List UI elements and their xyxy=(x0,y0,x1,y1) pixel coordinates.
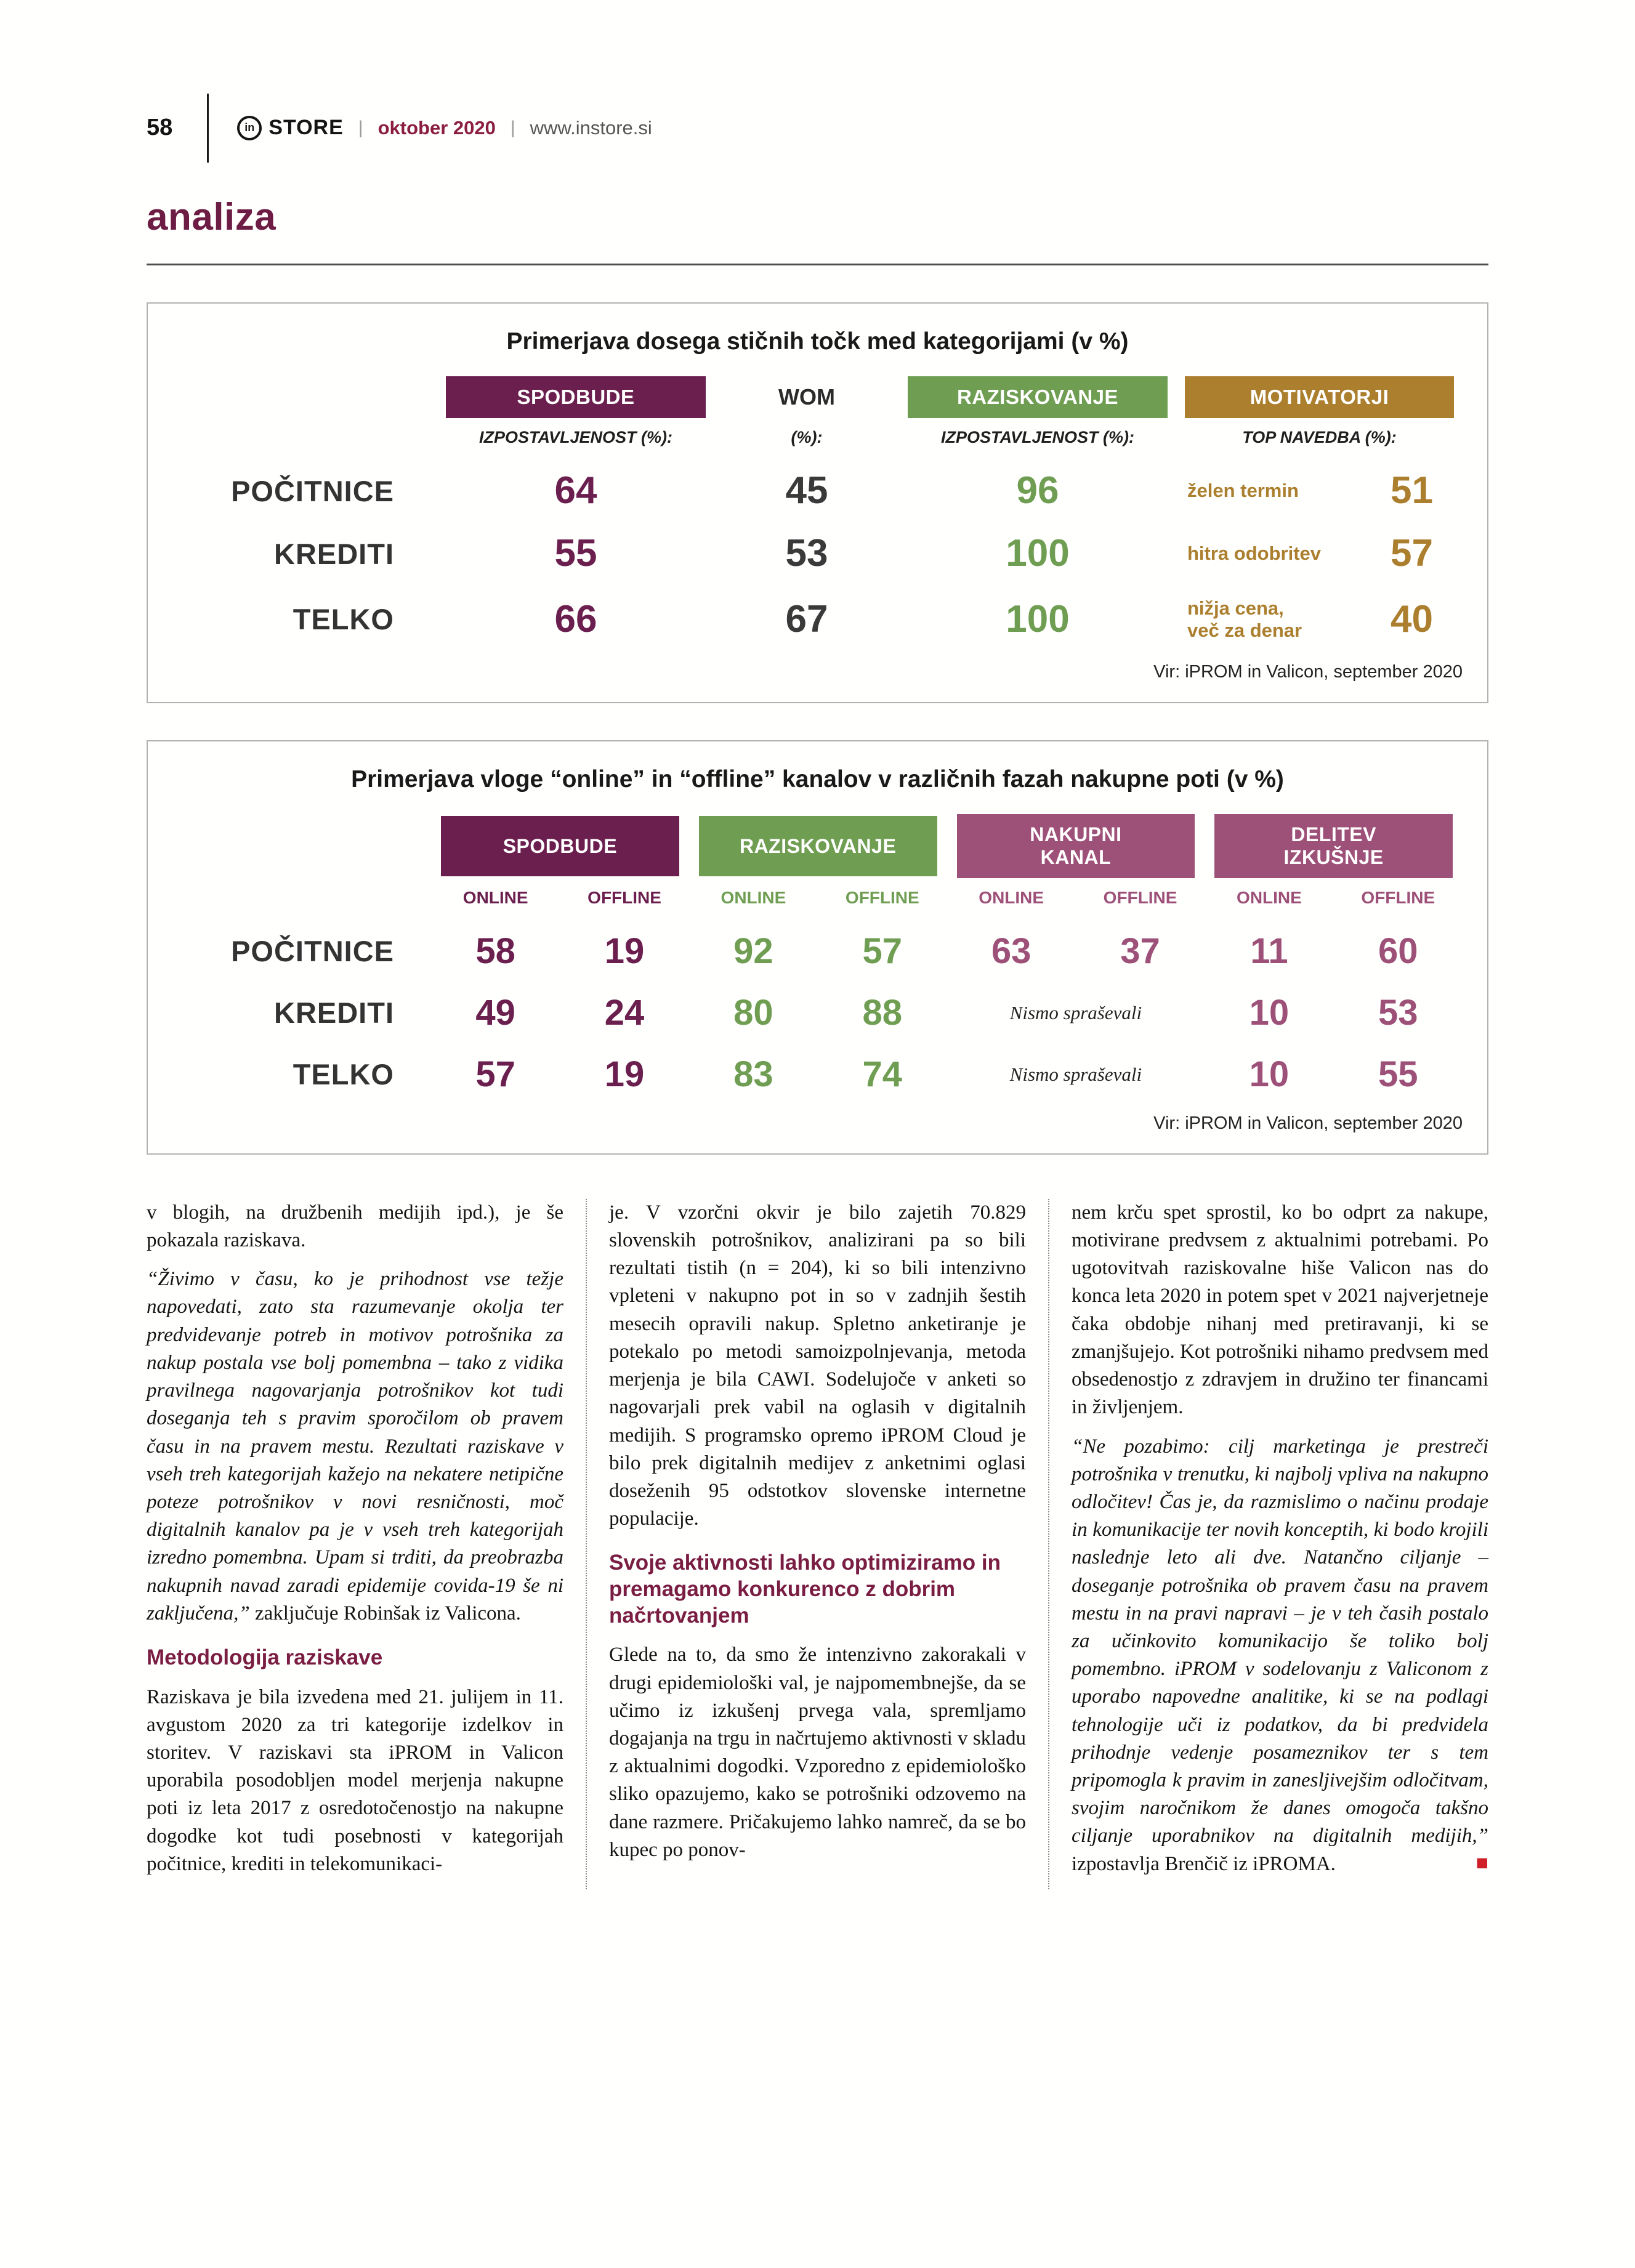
separator: | xyxy=(510,117,515,138)
article-quote xyxy=(147,1265,563,1628)
online-label: ONLINE xyxy=(979,887,1044,907)
value-spodbude-online: 58 xyxy=(475,930,515,971)
paragraph: v blogih, na družbenih medijih ipd.), je še pokazala raziskava. xyxy=(147,1201,563,1252)
chart1-source: Vir: iPROM in Valicon, september 2020 xyxy=(1153,662,1463,682)
instore-logo-icon xyxy=(237,116,262,140)
article-column-3 xyxy=(1048,1199,1488,1889)
motivator-label: hitra odobritev xyxy=(1187,543,1322,565)
article-column-1 xyxy=(147,1199,586,1889)
header-divider xyxy=(207,94,209,163)
value-spodbude-online: 57 xyxy=(475,1054,515,1094)
value-raziskovanje: 100 xyxy=(1006,532,1070,575)
offline-label: OFFLINE xyxy=(1103,887,1177,907)
category-label: POČITNICE xyxy=(231,474,394,507)
chart2-header-row xyxy=(172,814,1463,878)
chart2-subheader-row xyxy=(172,888,1463,908)
value-motivator: 40 xyxy=(1391,597,1433,640)
header-raziskovanje: RAZISKOVANJE xyxy=(699,816,937,876)
quote-attribution: zaključuje Robinšak iz Valicona. xyxy=(249,1602,521,1624)
article-subheading: Svoje aktivnosti lahko optimiziramo in premagamo konkurenco z dobrim načrtovanjem xyxy=(609,1551,1001,1628)
value-spodbude: 55 xyxy=(554,532,597,575)
chart1-box xyxy=(147,302,1488,703)
issue-date: oktober 2020 xyxy=(377,116,496,139)
offline-label: OFFLINE xyxy=(845,887,919,907)
category-label: KREDITI xyxy=(274,996,394,1030)
value-delitev-online: 11 xyxy=(1250,930,1288,971)
chart1-row-telko xyxy=(172,597,1463,641)
value-spodbude: 66 xyxy=(554,597,597,640)
brand-name: STORE xyxy=(268,116,344,139)
value-spodbude-offline: 24 xyxy=(604,992,645,1033)
value-delitev-offline: 60 xyxy=(1378,930,1418,971)
instore-logo xyxy=(237,116,344,140)
chart1-row-krediti xyxy=(172,532,1463,575)
value-nakupni-kanal-online: 63 xyxy=(991,930,1031,971)
value-delitev-offline: 55 xyxy=(1378,1054,1418,1094)
header-motivatorji: MOTIVATORJI xyxy=(1185,376,1454,418)
header-spodbude: SPODBUDE xyxy=(441,816,679,876)
value-raziskovanje-offline: 57 xyxy=(862,930,903,971)
value-raziskovanje-offline: 74 xyxy=(862,1054,903,1094)
chart1-title: Primerjava dosega stičnih točk med kategorijami (v %) xyxy=(506,328,1129,355)
category-label: TELKO xyxy=(293,1058,394,1091)
value-spodbude-online: 49 xyxy=(475,992,515,1033)
value-wom: 53 xyxy=(785,532,828,575)
header-spodbude: SPODBUDE xyxy=(446,376,706,418)
chart2-source: Vir: iPROM in Valicon, september 2020 xyxy=(1153,1113,1463,1133)
chart1-subheader-row xyxy=(172,428,1463,447)
paragraph: je. V vzorčni okvir je bilo zajetih 70.829 slovenskih potrošnikov, analizirani pa so bili rezultati tistih (n = 204), ki so bili intenzivno vpleteni v nakupno pot in so v zadnjih šestih mesecih opravili nakup. Spletno anketiranje je potekalo po metodi samoizpolnjevanja, metoda merjenja je bila CAWI. Sodelujoče v anketi so nagovarjali prek vabil na oglasih v digitalnih medijih. S programsko opremo iPROM Cloud je bilo prek digitalnih medijev z anketnimi oglasi doseženih 95 odstotkov slovenske internetne populacije. xyxy=(609,1201,1026,1530)
paragraph: Raziskava je bila izvedena med 21. julijem in 11. avgustom 2020 za tri kategorije izdelkov in storitev. V raziskavi sta iPROM in Valicon uporabila posodobljen model merjenja nakupne poti iz leta 2017 z osredotočenostjo na nakupne dogodke kot tudi posebnosti v kategorijah počitnice, krediti in telekomunikaci- xyxy=(147,1685,563,1875)
value-spodbude: 64 xyxy=(554,469,597,512)
not-asked-note: Nismo spraševali xyxy=(1009,1001,1142,1023)
subheader-motivatorji: TOP NAVEDBA (%): xyxy=(1242,428,1397,446)
subheader-spodbude: IZPOSTAVLJENOST (%): xyxy=(478,428,672,446)
quote-text: “Živimo v času, ko je prihodnost vse težje napovedati, zato sta razumevanje okolja ter predvidevanje potreb in motivov potrošnika za nakup postala vse bolj pomembna – tako z vidika pravilnega nagovarjanja potrošnikov kot tudi doseganja teh s pravim sporočilom ob pravem času in na pravem mestu. Rezultati raziskave v vseh treh kategorijah kažejo na nekatere netipične poteze potrošnikov v novi resničnosti, moč digitalnih kanalov pa je v vseh treh kategorijah izredno pomembna. Upam si trditi, da preobrazba nakupnih navad zaradi epidemije covida-19 še ni zaključena,” xyxy=(147,1268,563,1624)
value-raziskovanje: 100 xyxy=(1006,597,1070,640)
value-wom: 45 xyxy=(785,469,828,512)
value-spodbude-offline: 19 xyxy=(604,1054,645,1094)
article-body xyxy=(147,1199,1488,1889)
chart2-title: Primerjava vloge “online” in “offline” kanalov v različnih fazah nakupne poti (v %) xyxy=(351,766,1284,793)
header-wom: WOM xyxy=(778,384,835,410)
value-delitev-online: 10 xyxy=(1249,992,1290,1033)
value-delitev-online: 10 xyxy=(1249,1054,1290,1094)
article-subheading: Metodologija raziskave xyxy=(147,1645,383,1669)
header-raziskovanje: RAZISKOVANJE xyxy=(908,376,1168,418)
chart2-row-telko xyxy=(172,1054,1463,1094)
value-nakupni-kanal-offline: 37 xyxy=(1120,930,1160,971)
end-marker: ■ xyxy=(1476,1850,1488,1875)
motivator-label: nižja cena, več za denar xyxy=(1187,597,1302,641)
value-raziskovanje: 96 xyxy=(1016,469,1059,512)
value-raziskovanje-online: 80 xyxy=(733,992,773,1033)
paragraph: Glede na to, da smo že intenzivno zakorakali v drugi epidemiološki val, je najpomembnejše, da se učimo iz izkušenj prvega vala, spremljamo dogajanja na trgu in načrtujemo aktivnosti v skladu z aktualnimi dogodki. Vzporedno z epidemiološko sliko opazujemo, kako se potrošniki odzovemo na dane razmere. Pričakujemo lahko namreč, da se bo kupec po ponov- xyxy=(609,1644,1026,1861)
article-quote xyxy=(1072,1433,1488,1878)
logo-prefix: in xyxy=(244,121,255,134)
header-delitev-izkusnje: DELITEV IZKUŠNJE xyxy=(1214,814,1453,878)
online-label: ONLINE xyxy=(1237,887,1302,907)
paragraph: nem krču spet sprostil, ko bo odprt za nakupe, motivirane predvsem z aktualnimi potrebami. Po ugotovitvah raziskovalne hiše Valicon nas do konca leta 2020 in potem spet v 2021 najverjetneje čaka obdobje nihanj med pretiravanji, ki se zmanjšujejo. Kot potrošniki nihamo predvsem med obsedenostjo z zdravjem in družino ter financami in življenjem. xyxy=(1072,1201,1488,1419)
page-number: 58 xyxy=(147,115,173,140)
separator: | xyxy=(358,117,363,138)
motivator-label: želen termin xyxy=(1187,480,1299,502)
value-raziskovanje-offline: 88 xyxy=(862,992,903,1033)
offline-label: OFFLINE xyxy=(1361,887,1435,907)
chart1-header-row xyxy=(172,376,1463,418)
value-spodbude-offline: 19 xyxy=(604,930,645,971)
category-label: KREDITI xyxy=(274,537,394,570)
value-motivator: 57 xyxy=(1391,532,1433,575)
online-label: ONLINE xyxy=(462,887,528,907)
value-raziskovanje-online: 92 xyxy=(733,930,773,971)
chart2-row-pocitnice xyxy=(172,930,1463,971)
subheader-wom: (%): xyxy=(791,428,823,446)
value-motivator: 51 xyxy=(1391,469,1433,512)
not-asked-note: Nismo spraševali xyxy=(1009,1063,1142,1085)
header-nakupni-kanal: NAKUPNI KANAL xyxy=(957,814,1195,878)
quote-text: “Ne pozabimo: cilj marketinga je prestreči potrošnika v trenutku, ki najbolj vpliva na nakupno odločitev! Čas je, da razmislimo o načinu prodaje in komunikacije ter novih konceptih, ki bodo krojili naslednje leto ali dve. Natančno ciljanje – doseganje potrošnika ob pravem času na pravem mestu in na pravi napravi – je v teh časih postalo za učinkovito komunikacijo še toliko bolj pomembno. iPROM v sodelovanju z Valiconom z uporabo napovedne analitike, ki se na podlagi tehnologije uči iz podatkov, da bi predvidela prihodnje vedenje posameznikov ter s tem pripomogla k pravim in zanesljivejšim odločitvam, svojim naročnikom že danes omogoča takšno ciljanje uporabnikov na digitalnih medijih,” xyxy=(1072,1435,1488,1847)
value-raziskovanje-online: 83 xyxy=(733,1054,773,1094)
category-label: POČITNICE xyxy=(231,935,394,968)
section-title: analiza xyxy=(147,196,277,238)
quote-attribution: izpostavlja Brenčič iz iPROMA. xyxy=(1072,1852,1336,1875)
subheader-raziskovanje: IZPOSTAVLJENOST (%): xyxy=(940,428,1134,446)
offline-label: OFFLINE xyxy=(587,887,661,907)
header-rule xyxy=(147,264,1488,265)
value-wom: 67 xyxy=(785,597,828,640)
category-label: TELKO xyxy=(293,603,394,636)
chart2-row-krediti xyxy=(172,992,1463,1033)
online-label: ONLINE xyxy=(721,887,786,907)
chart2-box xyxy=(147,740,1488,1155)
value-delitev-offline: 53 xyxy=(1378,992,1418,1033)
website-url: www.instore.si xyxy=(530,116,652,139)
article-column-2 xyxy=(586,1199,1048,1889)
page-header xyxy=(147,92,1488,163)
chart1-row-pocitnice xyxy=(172,469,1463,512)
